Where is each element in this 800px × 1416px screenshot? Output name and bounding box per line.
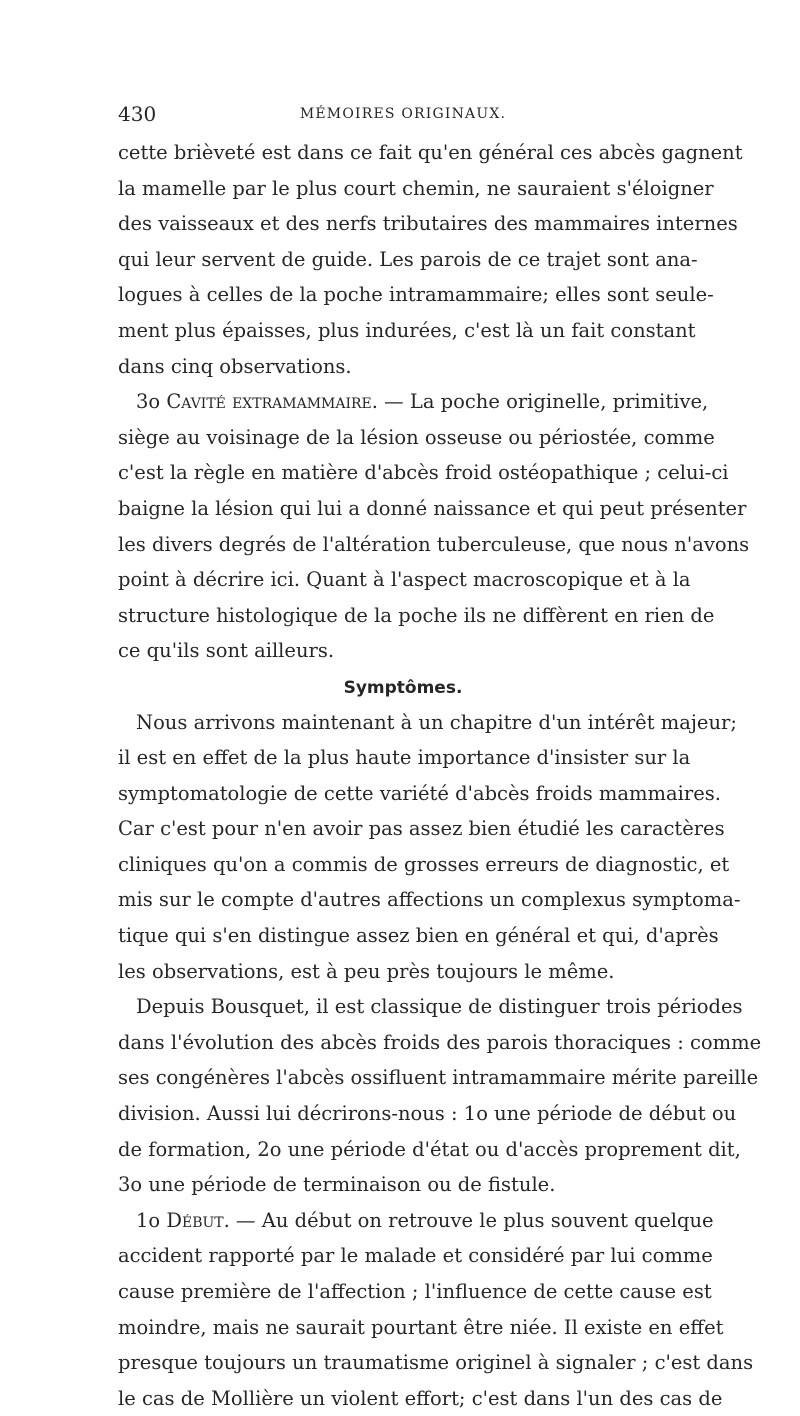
text-line: cliniques qu'on a commis de grosses erreurs de diagnostic, et xyxy=(118,852,730,876)
text-line: siège au voisinage de la lésion osseuse ou périostée, comme xyxy=(118,425,715,449)
text-line: des vaisseaux et des nerfs tributaires des mammaires internes xyxy=(118,212,738,236)
page-number: 430 xyxy=(118,102,157,126)
text-line: ses congénères l'abcès ossifluent intramammaire mérite pareille xyxy=(118,1066,759,1090)
text-line: c'est la règle en matière d'abcès froid ostéopathique ; celui-ci xyxy=(118,461,729,485)
text-line: point à décrire ici. Quant à l'aspect macroscopique et à la xyxy=(118,568,691,592)
text-line: les observations, est à peu près toujours le même. xyxy=(118,959,615,983)
text-line: tique qui s'en distingue assez bien en général et qui, d'après xyxy=(118,924,719,948)
text-line: logues à celles de la poche intramammaire; elles sont seule- xyxy=(118,283,714,307)
debut-number: 1o xyxy=(136,1208,161,1232)
text-line: les divers degrés de l'altération tuberculeuse, que nous n'avons xyxy=(118,532,750,556)
section-3-first-line xyxy=(118,384,709,420)
text-line: cause première de l'affection ; l'influence de cette cause est xyxy=(118,1280,712,1303)
text-line: mis sur le compte d'autres affections un complexus symptoma- xyxy=(118,888,741,912)
text-line: dans cinq observations. xyxy=(118,354,352,378)
text-line: ment plus épaisses, plus indurées, c'est là un fait constant xyxy=(118,318,696,342)
debut-first-text: — Au début on retrouve le plus souvent quelque xyxy=(229,1208,714,1232)
text-line: cette brièveté est dans ce fait qu'en général ces abcès gagnent xyxy=(118,141,743,164)
text-line: presque toujours un traumatisme originel à signaler ; c'est dans xyxy=(118,1351,754,1375)
body-text xyxy=(118,135,762,1416)
text-line: structure histologique de la poche ils ne diffèrent en rien de xyxy=(118,603,715,627)
debut-label: Début. xyxy=(166,1208,230,1232)
text-line: 3o une période de terminaison ou de fistule. xyxy=(118,1173,556,1197)
running-title: MÉMOIRES ORIGINAUX. xyxy=(299,106,507,122)
text-line: ce qu'ils sont ailleurs. xyxy=(118,639,335,663)
section-3-first-text: — La poche originelle, primitive, xyxy=(377,390,709,414)
text-line: Depuis Bousquet, il est classique de distinguer trois périodes xyxy=(136,995,743,1019)
text-line: il est en effet de la plus haute importance d'insister sur la xyxy=(118,746,691,770)
text-line: division. Aussi lui décrirons-nous : 1o une période de début ou xyxy=(118,1102,737,1126)
section-3-number: 3o xyxy=(136,390,161,414)
text-line: la mamelle par le plus court chemin, ne sauraient s'éloigner xyxy=(118,176,714,200)
text-line: de formation, 2o une période d'état ou d'accès proprement dit, xyxy=(118,1137,741,1161)
text-line: moindre, mais ne saurait pourtant être niée. Il existe en effet xyxy=(118,1315,724,1339)
text-line: le cas de Mollière un violent effort; c'est dans l'un des cas de xyxy=(118,1386,723,1410)
page-header xyxy=(118,96,688,136)
text-line: qui leur servent de guide. Les parois de ce trajet sont ana- xyxy=(118,247,698,271)
debut-first-line xyxy=(118,1203,714,1239)
text-line: dans l'évolution des abcès froids des parois thoraciques : comme xyxy=(118,1030,762,1054)
section-3-label: Cavité extramammaire. xyxy=(166,390,378,414)
text-line: symptomatologie de cette variété d'abcès froids mammaires. xyxy=(118,781,721,805)
text-line: Nous arrivons maintenant à un chapitre d'un intérêt majeur; xyxy=(136,710,737,734)
text-line: accident rapporté par le malade et considéré par lui comme xyxy=(118,1244,713,1268)
text-line: Car c'est pour n'en avoir pas assez bien étudié les caractères xyxy=(118,817,725,841)
section-heading: Symptômes. xyxy=(343,677,463,698)
text-line: baigne la lésion qui lui a donné naissance et qui peut présenter xyxy=(118,496,747,520)
